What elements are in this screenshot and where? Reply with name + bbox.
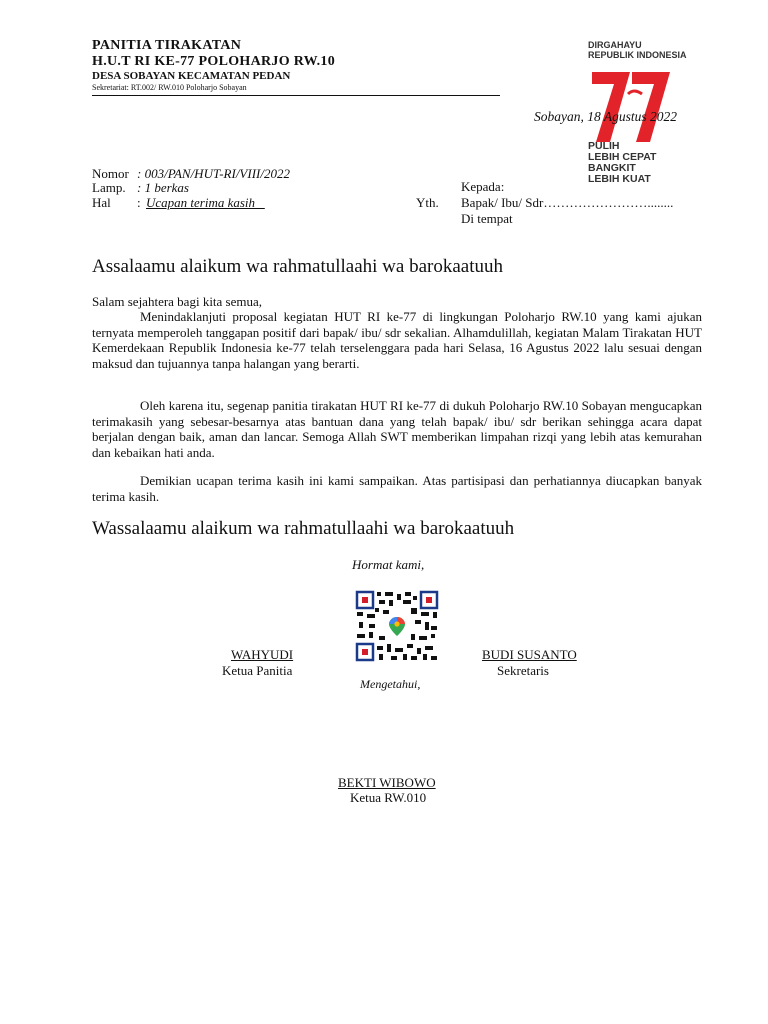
body-paragraph-3: Demikian ucapan terima kasih ini kami sampaikan. Atas partisipasi dan perhatiannya diucapkan banyak terima kasih. bbox=[92, 473, 702, 504]
bottom-signer-name: BEKTI WIBOWO bbox=[338, 775, 436, 790]
right-signer-name: BUDI SUSANTO bbox=[482, 647, 577, 662]
letter-date: Sobayan, 18 Agustus 2022 bbox=[534, 109, 678, 124]
salutation: Salam sejahtera bagi kita semua, bbox=[92, 294, 263, 309]
lamp-value: : 1 berkas bbox=[137, 180, 189, 195]
logo-top-text-2: REPUBLIK INDONESIA bbox=[588, 50, 687, 60]
logo-77-graphic bbox=[588, 64, 678, 144]
hal-value: Ucapan terima kasih bbox=[146, 195, 265, 210]
org-name-line2: H.U.T RI KE-77 POLOHARJO RW.10 bbox=[92, 54, 336, 69]
right-signer-role: Sekretaris bbox=[497, 663, 549, 678]
recipient-place: Di tempat bbox=[461, 211, 513, 226]
hormat-kami: Hormat kami, bbox=[352, 557, 425, 572]
lamp-label: Lamp. bbox=[92, 180, 126, 195]
body-paragraph-2: Oleh karena itu, segenap panitia tirakatan HUT RI ke-77 di dukuh Poloharjo RW.10 Sobayan mengucapkan terimakasih yang sebesar-besarnya atas bantuan dana yang telah bapak/ ibu/ sdr berikan sehingga acara dapat berjalan dengan baik, aman dan lancar. Semoga Allah SWT memberikan limpahan rizqi yang lebih atas kemurahan dan kebaikan hati anda. bbox=[92, 398, 702, 460]
nomor-label: Nomor bbox=[92, 166, 129, 181]
hal-colon: : bbox=[137, 195, 141, 210]
kepada-label: Kepada: bbox=[461, 179, 505, 194]
recipient-name-line: Bapak/ Ibu/ Sdr……………………........ bbox=[461, 195, 674, 210]
yth-label: Yth. bbox=[416, 195, 439, 210]
org-name-line3: DESA SOBAYAN KECAMATAN PEDAN bbox=[92, 70, 291, 82]
nomor-value: : 003/PAN/HUT-RI/VIII/2022 bbox=[137, 166, 290, 181]
org-name-line1: PANITIA TIRAKATAN bbox=[92, 38, 242, 53]
logo-tagline-3: BANGKIT bbox=[588, 162, 636, 174]
hal-label: Hal bbox=[92, 195, 111, 210]
header-rule bbox=[92, 95, 500, 96]
left-signer-role: Ketua Panitia bbox=[222, 663, 293, 678]
qr-code-signature bbox=[355, 590, 439, 662]
logo-tagline-1: PULIH bbox=[588, 140, 620, 152]
mengetahui: Mengetahui, bbox=[360, 677, 421, 691]
logo-top-text-1: DIRGAHAYU bbox=[588, 40, 642, 50]
logo-tagline-2: LEBIH CEPAT bbox=[588, 151, 657, 163]
left-signer-name: WAHYUDI bbox=[231, 647, 294, 662]
logo-tagline-4: LEBIH KUAT bbox=[588, 173, 651, 185]
bottom-signer-role: Ketua RW.010 bbox=[350, 790, 427, 805]
greeting-close: Wassalaamu alaikum wa rahmatullaahi wa barokaatuuh bbox=[92, 518, 515, 539]
secretariat-address: Sekretariat: RT.002/ RW.010 Poloharjo Sobayan bbox=[92, 83, 247, 92]
body-paragraph-1: Menindaklanjuti proposal kegiatan HUT RI ke-77 di lingkungan Poloharjo RW.10 yang kami ajukan ternyata memperoleh tanggapan positif dari bapak/ ibu/ sdr sekalian. Alhamdulillah, kegiatan Malam Tirakatan HUT Kemerdekaan Republik Indonesia ke-77 telah terselenggara pada hari Selasa, 16 Agustus 2022 lalu sesuai dengan maksud dan tujuannya tanpa halangan yang berarti. bbox=[92, 309, 702, 371]
greeting-open: Assalaamu alaikum wa rahmatullaahi wa barokaatuuh bbox=[92, 256, 503, 277]
